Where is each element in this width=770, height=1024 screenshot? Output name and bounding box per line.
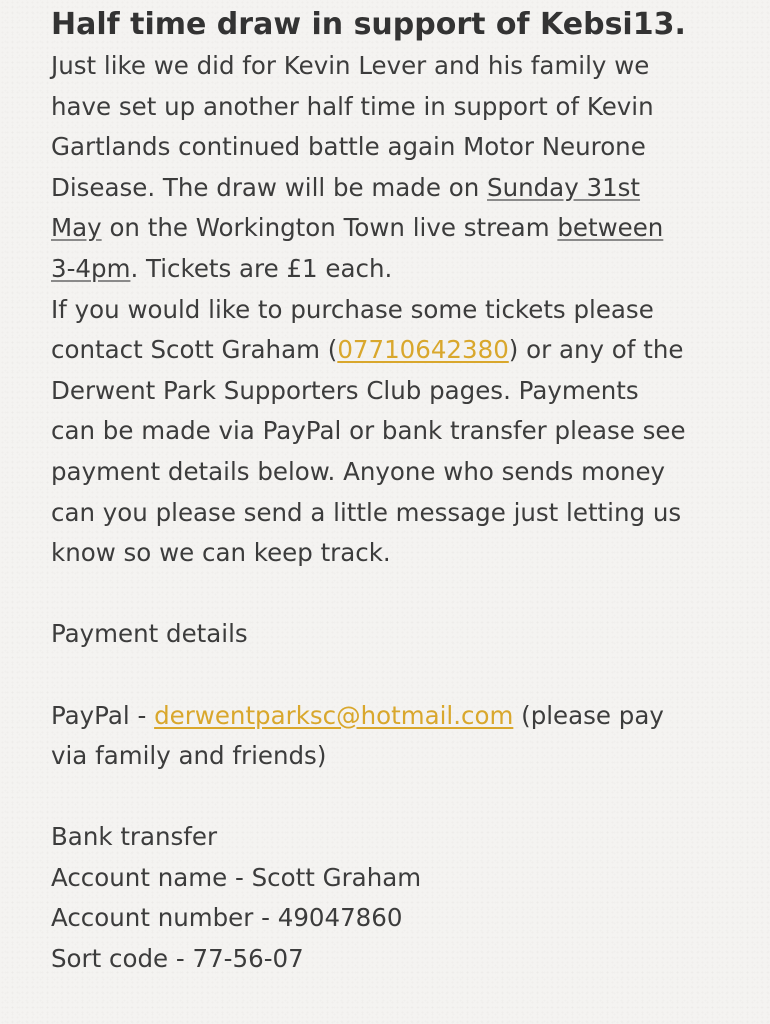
- phone-link[interactable]: 07710642380: [337, 335, 509, 365]
- payment-heading: Payment details: [51, 619, 248, 649]
- account-number: Account number - 49047860: [51, 903, 403, 933]
- body-line: [51, 168, 741, 209]
- body-line: can you please send a little message just letting us: [51, 497, 682, 527]
- email-link[interactable]: derwentparksc@hotmail.com: [154, 700, 514, 730]
- blank-line: [51, 655, 741, 696]
- body-text: Disease. The draw will be made on: [51, 172, 488, 202]
- body-text: ) or any of the: [508, 335, 684, 365]
- body-text: on the Workington Town live stream: [101, 213, 558, 243]
- paypal-suffix: (please pay: [513, 700, 664, 730]
- paypal-note: via family and friends): [51, 741, 327, 771]
- note-body: [51, 46, 741, 980]
- body-line: Gartlands continued battle again Motor Neurone: [51, 132, 646, 162]
- body-line: Derwent Park Supporters Club pages. Payments: [51, 375, 639, 405]
- note-title: Half time draw in support of Kebsi13.: [51, 7, 686, 42]
- body-line: Just like we did for Kevin Lever and his family we: [51, 51, 650, 80]
- paypal-prefix: PayPal -: [51, 700, 155, 730]
- time-detected-text[interactable]: 3-4pm: [51, 253, 131, 283]
- time-detected-text[interactable]: between: [557, 213, 664, 243]
- body-line: know so we can keep track.: [51, 538, 391, 568]
- body-line: If you would like to purchase some tickets please: [51, 294, 654, 324]
- blank-line: [51, 574, 741, 615]
- account-name: Account name - Scott Graham: [51, 862, 422, 892]
- body-text: . Tickets are £1 each.: [130, 253, 393, 283]
- body-line: [51, 249, 741, 290]
- body-line: can be made via PayPal or bank transfer please see: [51, 416, 686, 446]
- date-detected-text[interactable]: May: [51, 213, 102, 243]
- body-line: payment details below. Anyone who sends money: [51, 456, 666, 486]
- note-content: [51, 0, 741, 980]
- body-line: [51, 330, 741, 371]
- blank-line: [51, 777, 741, 818]
- bank-heading: Bank transfer: [51, 822, 218, 852]
- body-line: [51, 208, 741, 249]
- sort-code: Sort code - 77-56-07: [51, 944, 304, 974]
- body-text: contact Scott Graham (: [51, 335, 338, 365]
- date-detected-text[interactable]: Sunday 31st: [487, 172, 641, 202]
- body-line: have set up another half time in support of Kevin: [51, 91, 654, 121]
- paypal-line: [51, 696, 741, 737]
